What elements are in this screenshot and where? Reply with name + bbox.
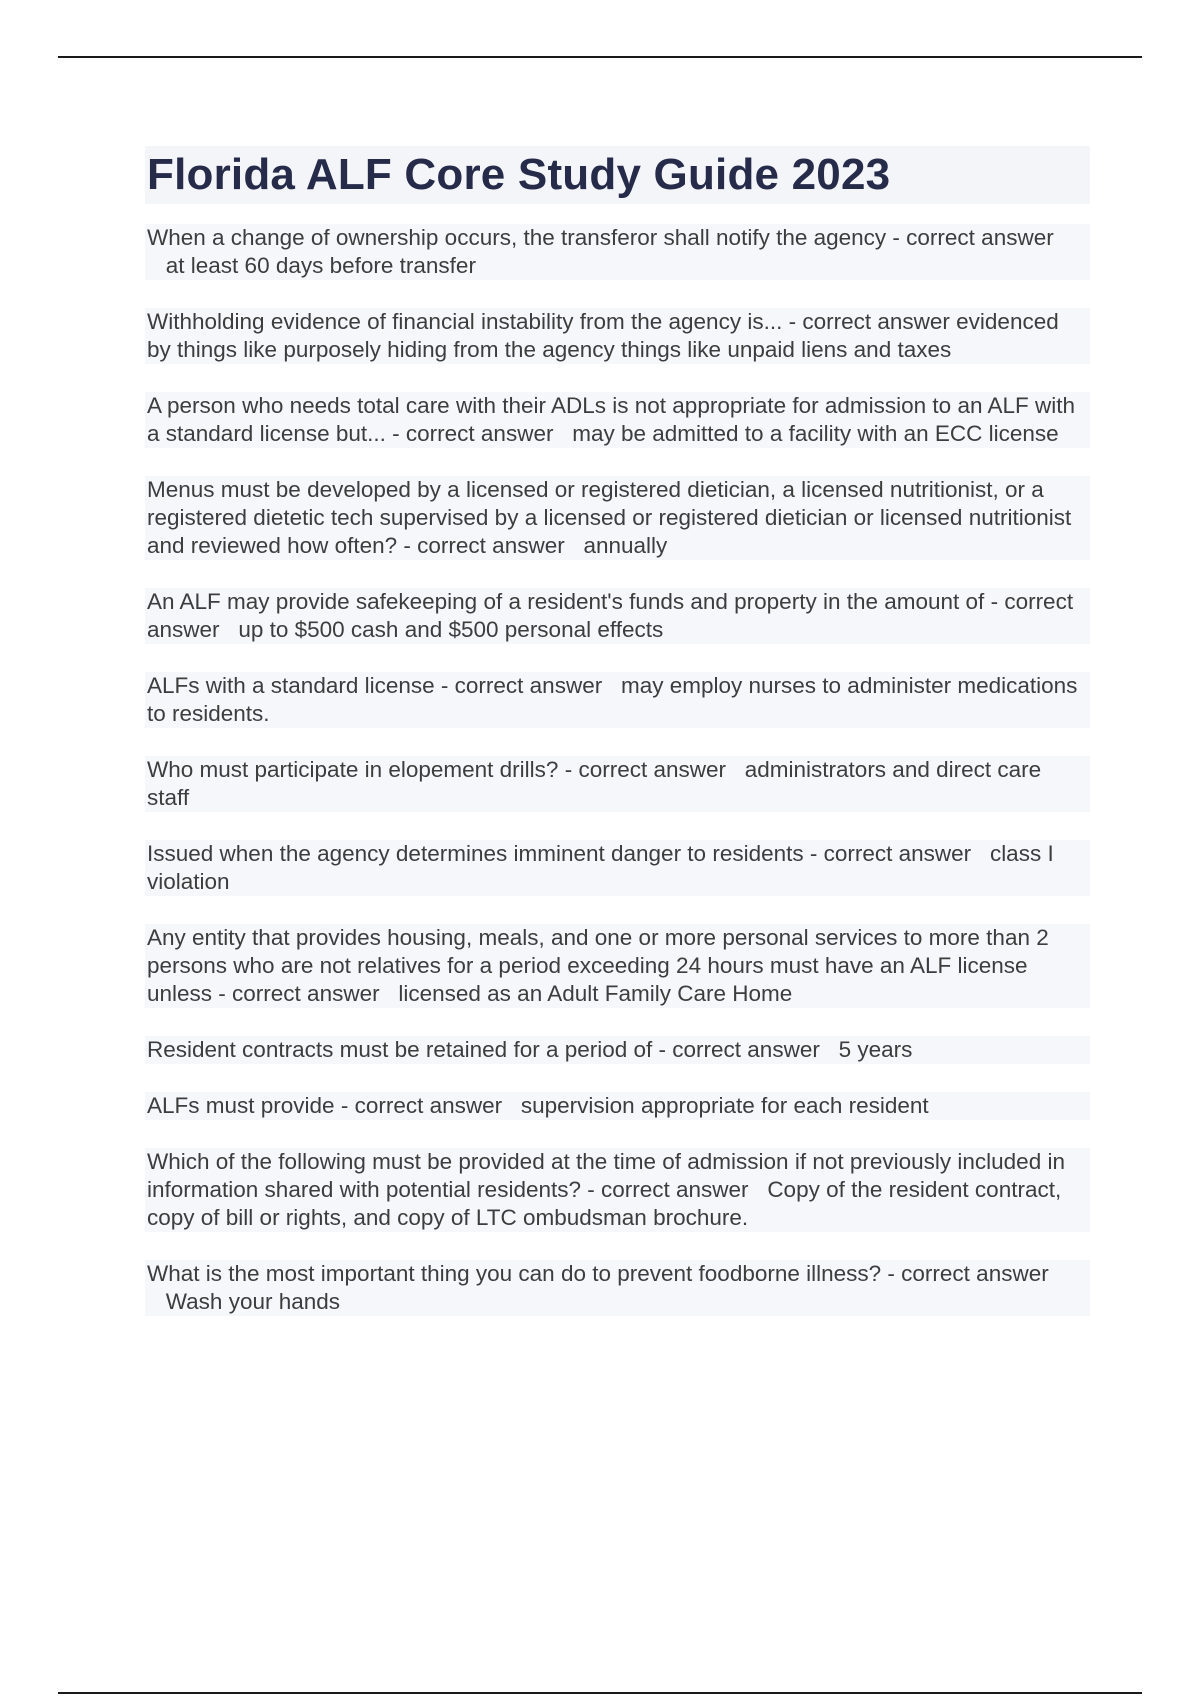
page-title: Florida ALF Core Study Guide 2023 — [147, 150, 891, 199]
answer-label: correct answer — [405, 421, 554, 446]
title-band — [145, 146, 1090, 204]
answer-text: class I violation — [147, 841, 1054, 894]
question-text: Who must participate in elopement drills? — [147, 757, 559, 782]
question-text: Any entity that provides housing, meals, and one or more personal services to more than 2 persons who are not relatives for a period exceeding 24 hours must have an ALF license unless — [147, 925, 1049, 1006]
question-text: ALFs with a standard license — [147, 673, 435, 698]
question-text: ALFs must provide — [147, 1093, 335, 1118]
bottom-rule — [58, 1692, 1142, 1694]
question-text: Which of the following must be provided at the time of admission if not previously included in information shared with potential residents? — [147, 1149, 1065, 1202]
answer-text: at least 60 days before transfer — [165, 253, 476, 278]
question-text: Withholding evidence of financial instability from the agency is... — [147, 309, 783, 334]
qa-item: When a change of ownership occurs, the transferor shall notify the agency - correct answer at least 60 days before transfer — [145, 224, 1090, 280]
document-body — [145, 146, 1090, 1344]
answer-text: Copy of the resident contract, copy of bill or rights, and copy of LTC ombudsman brochure. — [147, 1177, 1062, 1230]
answer-text: up to $500 cash and $500 personal effects — [238, 617, 664, 642]
answer-label: correct answer — [901, 1261, 1049, 1286]
answer-label: correct answer — [417, 533, 565, 558]
answer-text: may be admitted to a facility with an ECC license — [572, 421, 1059, 446]
answer-label: correct answer — [802, 309, 950, 334]
question-text: Issued when the agency determines imminent danger to residents — [147, 841, 804, 866]
qa-item: Menus must be developed by a licensed or registered dietician, a licensed nutritionist, or a registered dietetic tech supervised by a licensed or registered dietician or licensed nutritionist and reviewed how often? - correct answer annually — [145, 476, 1090, 560]
answer-label: correct answer — [578, 757, 726, 782]
answer-text: supervision appropriate for each resident — [520, 1093, 929, 1118]
qa-item: ALFs with a standard license - correct answer may employ nurses to administer medications to residents. — [145, 672, 1090, 728]
answer-text: may employ nurses to administer medications to residents. — [147, 673, 1078, 726]
answer-label: correct answer — [906, 225, 1054, 250]
answer-label: correct answer — [232, 981, 380, 1006]
qa-item: Issued when the agency determines imminent danger to residents - correct answer class I violation — [145, 840, 1090, 896]
question-text: Resident contracts must be retained for a period of — [147, 1037, 653, 1062]
qa-item: ALFs must provide - correct answer supervision appropriate for each resident — [145, 1092, 1090, 1120]
question-text: A person who needs total care with their ADLs is not appropriate for admission to an ALF with a standard license but... — [147, 393, 1076, 446]
answer-label: correct answer — [147, 589, 1074, 642]
answer-text: evidenced by things like purposely hiding from the agency things like unpaid liens and taxes — [147, 309, 1059, 362]
answer-label: correct answer — [354, 1093, 503, 1118]
answer-label: correct answer — [672, 1037, 820, 1062]
top-rule — [58, 56, 1142, 58]
answer-text: licensed as an Adult Family Care Home — [398, 981, 793, 1006]
question-text: What is the most important thing you can do to prevent foodborne illness? — [147, 1261, 882, 1286]
qa-item: Any entity that provides housing, meals, and one or more personal services to more than 2 persons who are not relatives for a period exceeding 24 hours must have an ALF license unless - correct answer licensed as an Adult Family Care Home — [145, 924, 1090, 1008]
question-text: Menus must be developed by a licensed or registered dietician, a licensed nutritionist, or a registered dietetic tech supervised by a licensed or registered dietician or licensed nutritionist and reviewed how often? — [147, 477, 1072, 558]
qa-item: Who must participate in elopement drills? - correct answer administrators and direct care staff — [145, 756, 1090, 812]
answer-label: correct answer — [454, 673, 603, 698]
answer-label: correct answer — [601, 1177, 749, 1202]
answer-text: 5 years — [838, 1037, 913, 1062]
qa-item: Withholding evidence of financial instability from the agency is... - correct answer evidenced by things like purposely hiding from the agency things like unpaid liens and taxes — [145, 308, 1090, 364]
qa-item: A person who needs total care with their ADLs is not appropriate for admission to an ALF with a standard license but... - correct answer may be admitted to a facility with an ECC license — [145, 392, 1090, 448]
answer-text: Wash your hands — [165, 1289, 341, 1314]
question-text: An ALF may provide safekeeping of a resident's funds and property in the amount of — [147, 589, 985, 614]
qa-item: What is the most important thing you can do to prevent foodborne illness? - correct answer Wash your hands — [145, 1260, 1090, 1316]
qa-item: Which of the following must be provided at the time of admission if not previously included in information shared with potential residents? - correct answer Copy of the resident contract, copy of bill or rights, and copy of LTC ombudsman brochure. — [145, 1148, 1090, 1232]
qa-item: Resident contracts must be retained for a period of - correct answer 5 years — [145, 1036, 1090, 1064]
answer-text: administrators and direct care staff — [147, 757, 1042, 810]
question-text: When a change of ownership occurs, the transferor shall notify the agency — [147, 225, 887, 250]
answer-text: annually — [583, 533, 668, 558]
qa-item: An ALF may provide safekeeping of a resident's funds and property in the amount of - correct answer up to $500 cash and $500 personal effects — [145, 588, 1090, 644]
qa-list — [145, 224, 1090, 1316]
answer-label: correct answer — [823, 841, 972, 866]
